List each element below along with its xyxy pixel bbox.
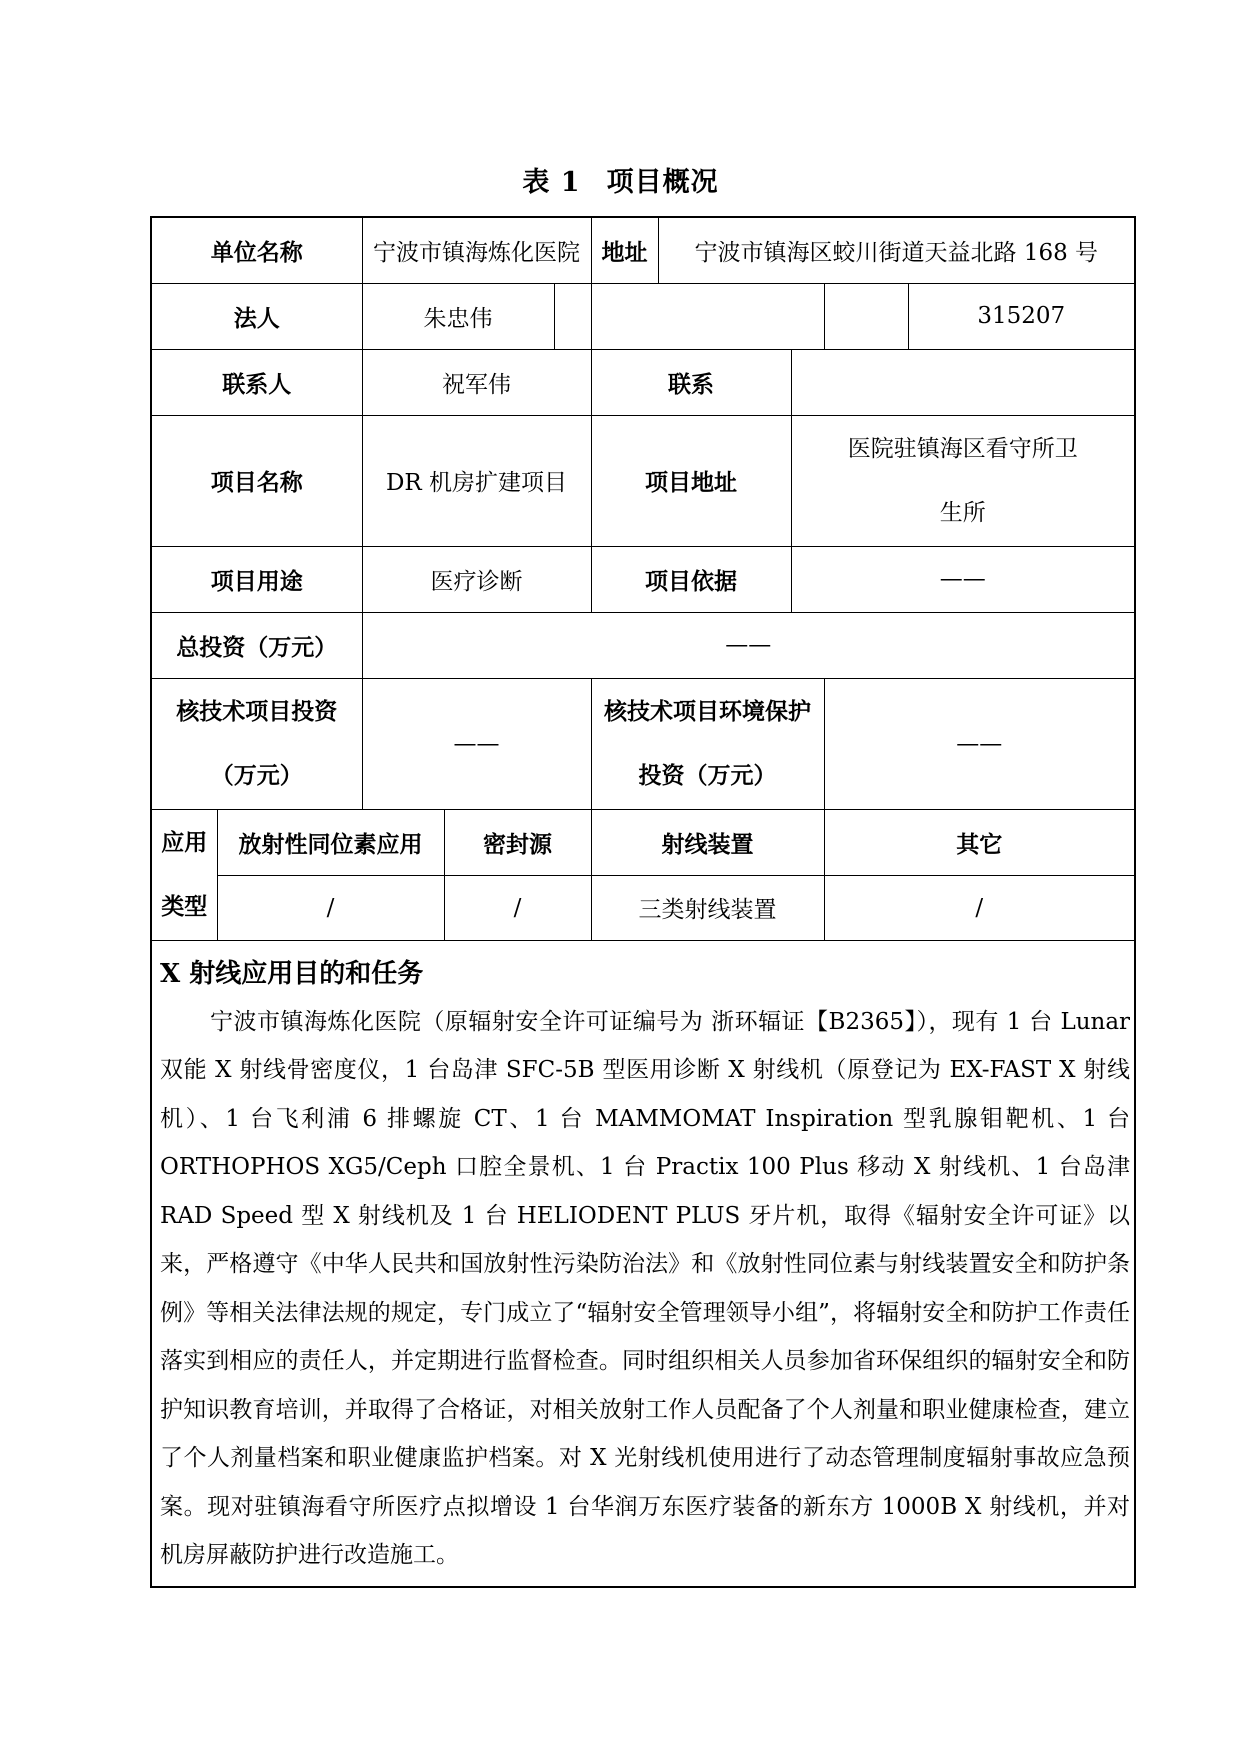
nuclear-investment-value: —— [362, 678, 591, 809]
project-overview-table [150, 216, 1136, 1588]
blank-cell [554, 283, 591, 349]
env-investment-line-1: 核技术项目环境保护 [604, 697, 812, 725]
blank-cell [591, 283, 824, 349]
project-basis-value: —— [791, 546, 1135, 612]
section-title: X 射线应用目的和任务 [160, 958, 424, 989]
val-sealed-source: / [444, 875, 591, 940]
page-title [0, 160, 1241, 199]
col-isotope: 放射性同位素应用 [217, 809, 444, 875]
env-investment-label [591, 678, 824, 809]
unit-name-value: 宁波市镇海炼化医院 [362, 217, 591, 283]
app-type-line-1: 应用 [161, 828, 208, 856]
row-purpose [151, 546, 1135, 612]
project-address-line-1: 医院驻镇海区看守所卫 [847, 435, 1078, 462]
contact-label: 联系人 [151, 349, 362, 415]
row-nuclear-investment [151, 678, 1135, 809]
val-isotope: / [217, 875, 444, 940]
blank-cell [824, 283, 908, 349]
row-contact [151, 349, 1135, 415]
row-unit [151, 217, 1135, 283]
unit-name-label: 单位名称 [151, 217, 362, 283]
postcode-value: 315207 [908, 283, 1135, 349]
address-label: 地址 [591, 217, 658, 283]
contact-value: 祝军伟 [362, 349, 591, 415]
project-name-value: DR 机房扩建项目 [362, 415, 591, 546]
nuclear-investment-line-1: 核技术项目投资 [176, 697, 338, 725]
nuclear-investment-line-2: （万元） [210, 761, 303, 789]
project-address-label: 项目地址 [591, 415, 791, 546]
address-value: 宁波市镇海区蛟川街道天益北路 168 号 [658, 217, 1135, 283]
row-app-type-values [151, 875, 1135, 940]
row-legal [151, 283, 1135, 349]
legal-person-value: 朱忠伟 [362, 283, 554, 349]
app-type-label [151, 809, 217, 940]
env-investment-value: —— [824, 678, 1135, 809]
row-project-name [151, 415, 1135, 546]
row-total-investment [151, 612, 1135, 678]
project-name-label: 项目名称 [151, 415, 362, 546]
table-title: 项目概况 [606, 167, 719, 198]
app-type-line-2: 类型 [161, 892, 208, 920]
col-ray-device: 射线装置 [591, 809, 824, 875]
total-investment-value: —— [362, 612, 1135, 678]
legal-person-label: 法人 [151, 283, 362, 349]
row-section [151, 940, 1135, 1587]
project-address-line-2: 生所 [939, 499, 986, 526]
val-ray-device: 三类射线装置 [591, 875, 824, 940]
col-other: 其它 [824, 809, 1135, 875]
phone-label: 联系 [591, 349, 791, 415]
val-other: / [824, 875, 1135, 940]
project-use-label: 项目用途 [151, 546, 362, 612]
env-investment-line-2: 投资（万元） [638, 761, 777, 789]
blank-cell [791, 349, 1135, 415]
nuclear-investment-label [151, 678, 362, 809]
col-sealed-source: 密封源 [444, 809, 591, 875]
section-cell [151, 940, 1135, 1587]
table-number: 表 1 [522, 167, 581, 198]
total-investment-label: 总投资（万元） [151, 612, 362, 678]
row-app-type-header [151, 809, 1135, 875]
project-use-value: 医疗诊断 [362, 546, 591, 612]
project-address-value [791, 415, 1135, 546]
project-basis-label: 项目依据 [591, 546, 791, 612]
section-paragraph: 宁波市镇海炼化医院（原辐射安全许可证编号为 浙环辐证【B2365】），现有 1 台 Lunar 双能 X 射线骨密度仪，1 台岛津 SFC-5B 型医用诊断 X 射线机（原登记为 EX-FAST X 射线机）、1 台飞利浦 6 排螺旋 CT、1 台 MAMMOMAT Inspiration 型乳腺钼靶机、1 台 ORTHOPHOS XG5/Ceph 口腔全景机、1 台 Practix 100 Plus 移动 X 射线机、1 台岛津 RAD Speed 型 X 射线机及 1 台 HELIODENT PLUS 牙片机，取得《辐射安全许可证》以来，严格遵守《中华人民共和国放射性污染防治法》和《放射性同位素与射线装置安全和防护条例》等相关法律法规的规定，专门成立了“辐射安全管理领导小组”，将辐射安全和防护工作责任落实到相应的责任人，并定期进行监督检查。同时组织相关人员参加省环保组织的辐射安全和防护知识教育培训，并取得了合格证，对相关放射工作人员配备了个人剂量和职业健康检查，建立了个人剂量档案和职业健康监护档案。对 X 光射线机使用进行了动态管理制度辐射事故应急预案。现对驻镇海看守所医疗点拟增设 1 台华润万东医疗装备的新东方 1000B X 射线机，并对机房屏蔽防护进行改造施工。 [160, 1008, 1131, 1568]
